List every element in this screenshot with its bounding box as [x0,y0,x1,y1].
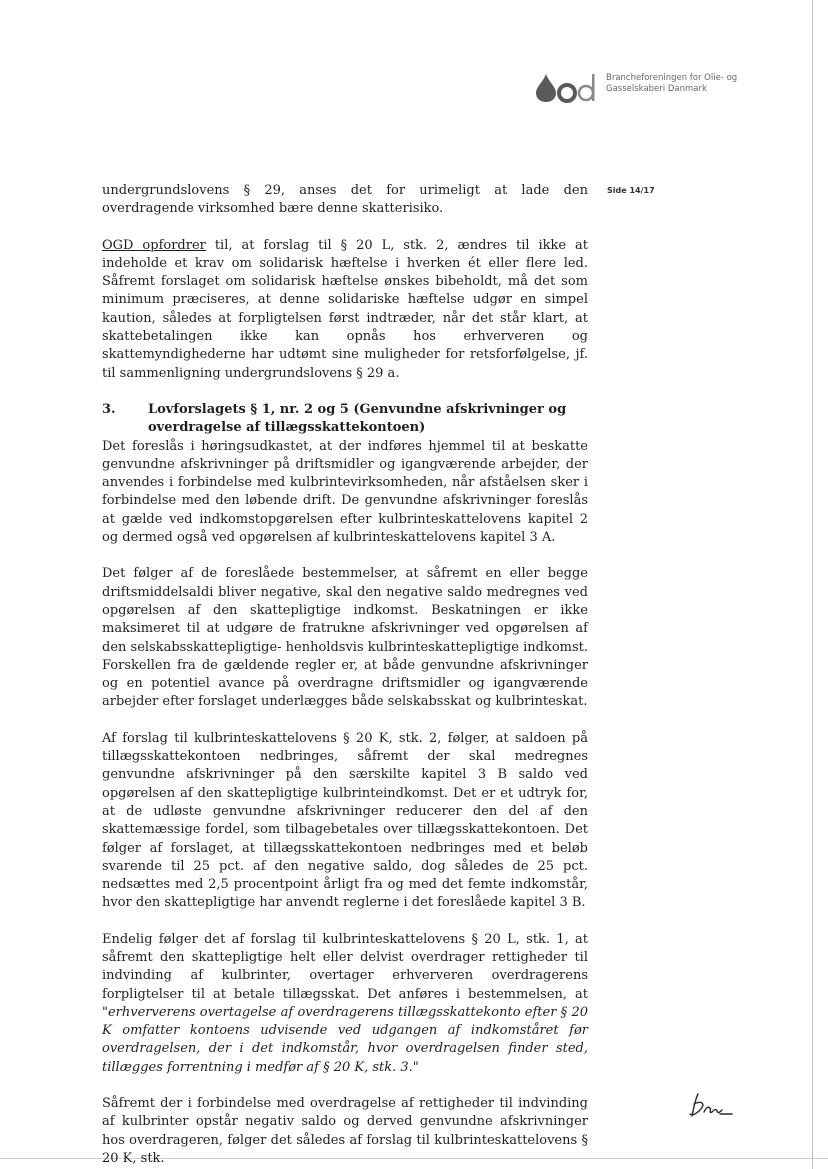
org-name-line-1: Brancheforeningen for Olie- og [606,73,738,83]
section-number: 3. [102,401,116,417]
document-body [102,182,588,1168]
paragraph-2 [102,237,588,383]
paragraph-2-lead: OGD opfordrer [102,237,206,253]
initials-signature-icon [686,1090,734,1124]
ogd-logo-icon [536,70,598,104]
paragraph-5: Af forslag til kulbrinteskattelovens § 20 K, stk. 2, følger, at saldoen på tillægsskattekontoen nedbringes, såfremt der skal medregnes genvundne afskrivninger på den særskilte kapitel 3 B saldo ved opgørelsen af den skattepligtige kulbrinteindkomst. Det er et udtryk for, at de udløste genvundne afskrivninger reducerer den del af den skattemæssige fordel, som tilbagebetales over tillægsskattekontoen. Det følger af forslaget, at tillægsskattekontoen nedbringes med et beløb svarende til 25 pct. af den negative saldo, dog således de 25 pct. nedsættes med 2,5 procentpoint årligt fra og med det femte indkomstår, hvor den skattepligtige har anvendt reglerne i det foreslåede kapitel 3 B. [102,730,588,911]
section-title: Lovforslagets § 1, nr. 2 og 5 (Genvundne afskrivninger og overdragelse af tillægsskattekontoen) [148,401,567,436]
org-name-line-2: Gasselskaberi Danmark [606,84,707,94]
paragraph-6-text: Endelig følger det af forslag til kulbrinteskattelovens § 20 L, stk. 1, at såfremt den skattepligtige helt eller delvist overdrager rettigheder til indvinding af kulbrinter, overtager erhververen overdragerens forpligtelser til at betale tillægsskat. Det anføres i bestemmelsen, at [102,931,588,1002]
paragraph-7: Såfremt der i forbindelse med overdragelse af rettigheder til indvinding af kulbrinter opstår negativ saldo og derved genvundne afskrivninger hos overdrageren, følger det således af forslag til kulbrinteskattelovens § 20 K, stk. [102,1096,588,1166]
paragraph-4: Det følger af de foreslåede bestemmelser, at såfremt en eller begge driftsmiddelsaldi bliver negative, skal den negative saldo medregnes ved opgørelsen af den skattepligtige indkomst. Beskatningen er ikke maksimeret til at udgøre de fratrukne afskrivninger ved opgørelsen af den selskabsskattepligtige- henholdsvis kulbrinteskattepligtige indkomst. Forskellen fra de gældende regler er, at både genvundne afskrivninger og en potentiel avance på overdragne driftsmidler og igangværende arbejder efter forslaget underlægges både selskabsskat og kulbrinteskat. [102,566,588,710]
page-edge-right [812,0,813,1169]
paragraph-6 [102,931,588,1077]
paragraph-2-text: til, at forslag til § 20 L, stk. 2, ændres til ikke at indeholde et krav om solidarisk hæftelse i hverken ét eller flere led. Såfremt forslaget om solidarisk hæftelse ønskes bibeholdt, må det som minimum præciseres, at denne solidariske hæftelse udgør en simpel kaution, således at forpligtelsen først indtræder, når det står klart, at skattebetalingen ikke kan opnås hos erhververen og skattemyndighederne har udtømt sine muligheder for retsforfølgelse, jf. til sammenligning undergrundslovens § 29 a. [102,237,589,381]
section-heading [102,401,588,438]
paragraph-1: undergrundslovens § 29, anses det for urimeligt at lade den overdragende virksomhed bære denne skatterisiko. [102,183,588,217]
page-number: Side 14/17 [607,186,655,195]
paragraph-3: Det foreslås i høringsudkastet, at der indføres hjemmel til at beskatte genvundne afskrivninger på driftsmidler og igangværende arbejder, der anvendes i forbindelse med kulbrintevirksomheden, når afståelsen sker i forbindelse med den løbende drift. De genvundne afskrivninger foreslås at gælde ved indkomstopgørelsen efter kulbrinteskattelovens kapitel 2 og dermed også ved opgørelsen af kulbrinteskattelovens kapitel 3 A. [102,438,588,546]
organization-name [606,73,776,95]
paragraph-6-quote: "erhververens overtagelse af overdragerens tillægsskattekonto efter § 20 K omfatter kontoens udvisende ved udgangen af indkomståret før overdragelsen, der i det indkomstår, hvor overdragelsen finder sted, tillægges forrentning i medfør af § 20 K, stk. 3." [102,1004,588,1075]
